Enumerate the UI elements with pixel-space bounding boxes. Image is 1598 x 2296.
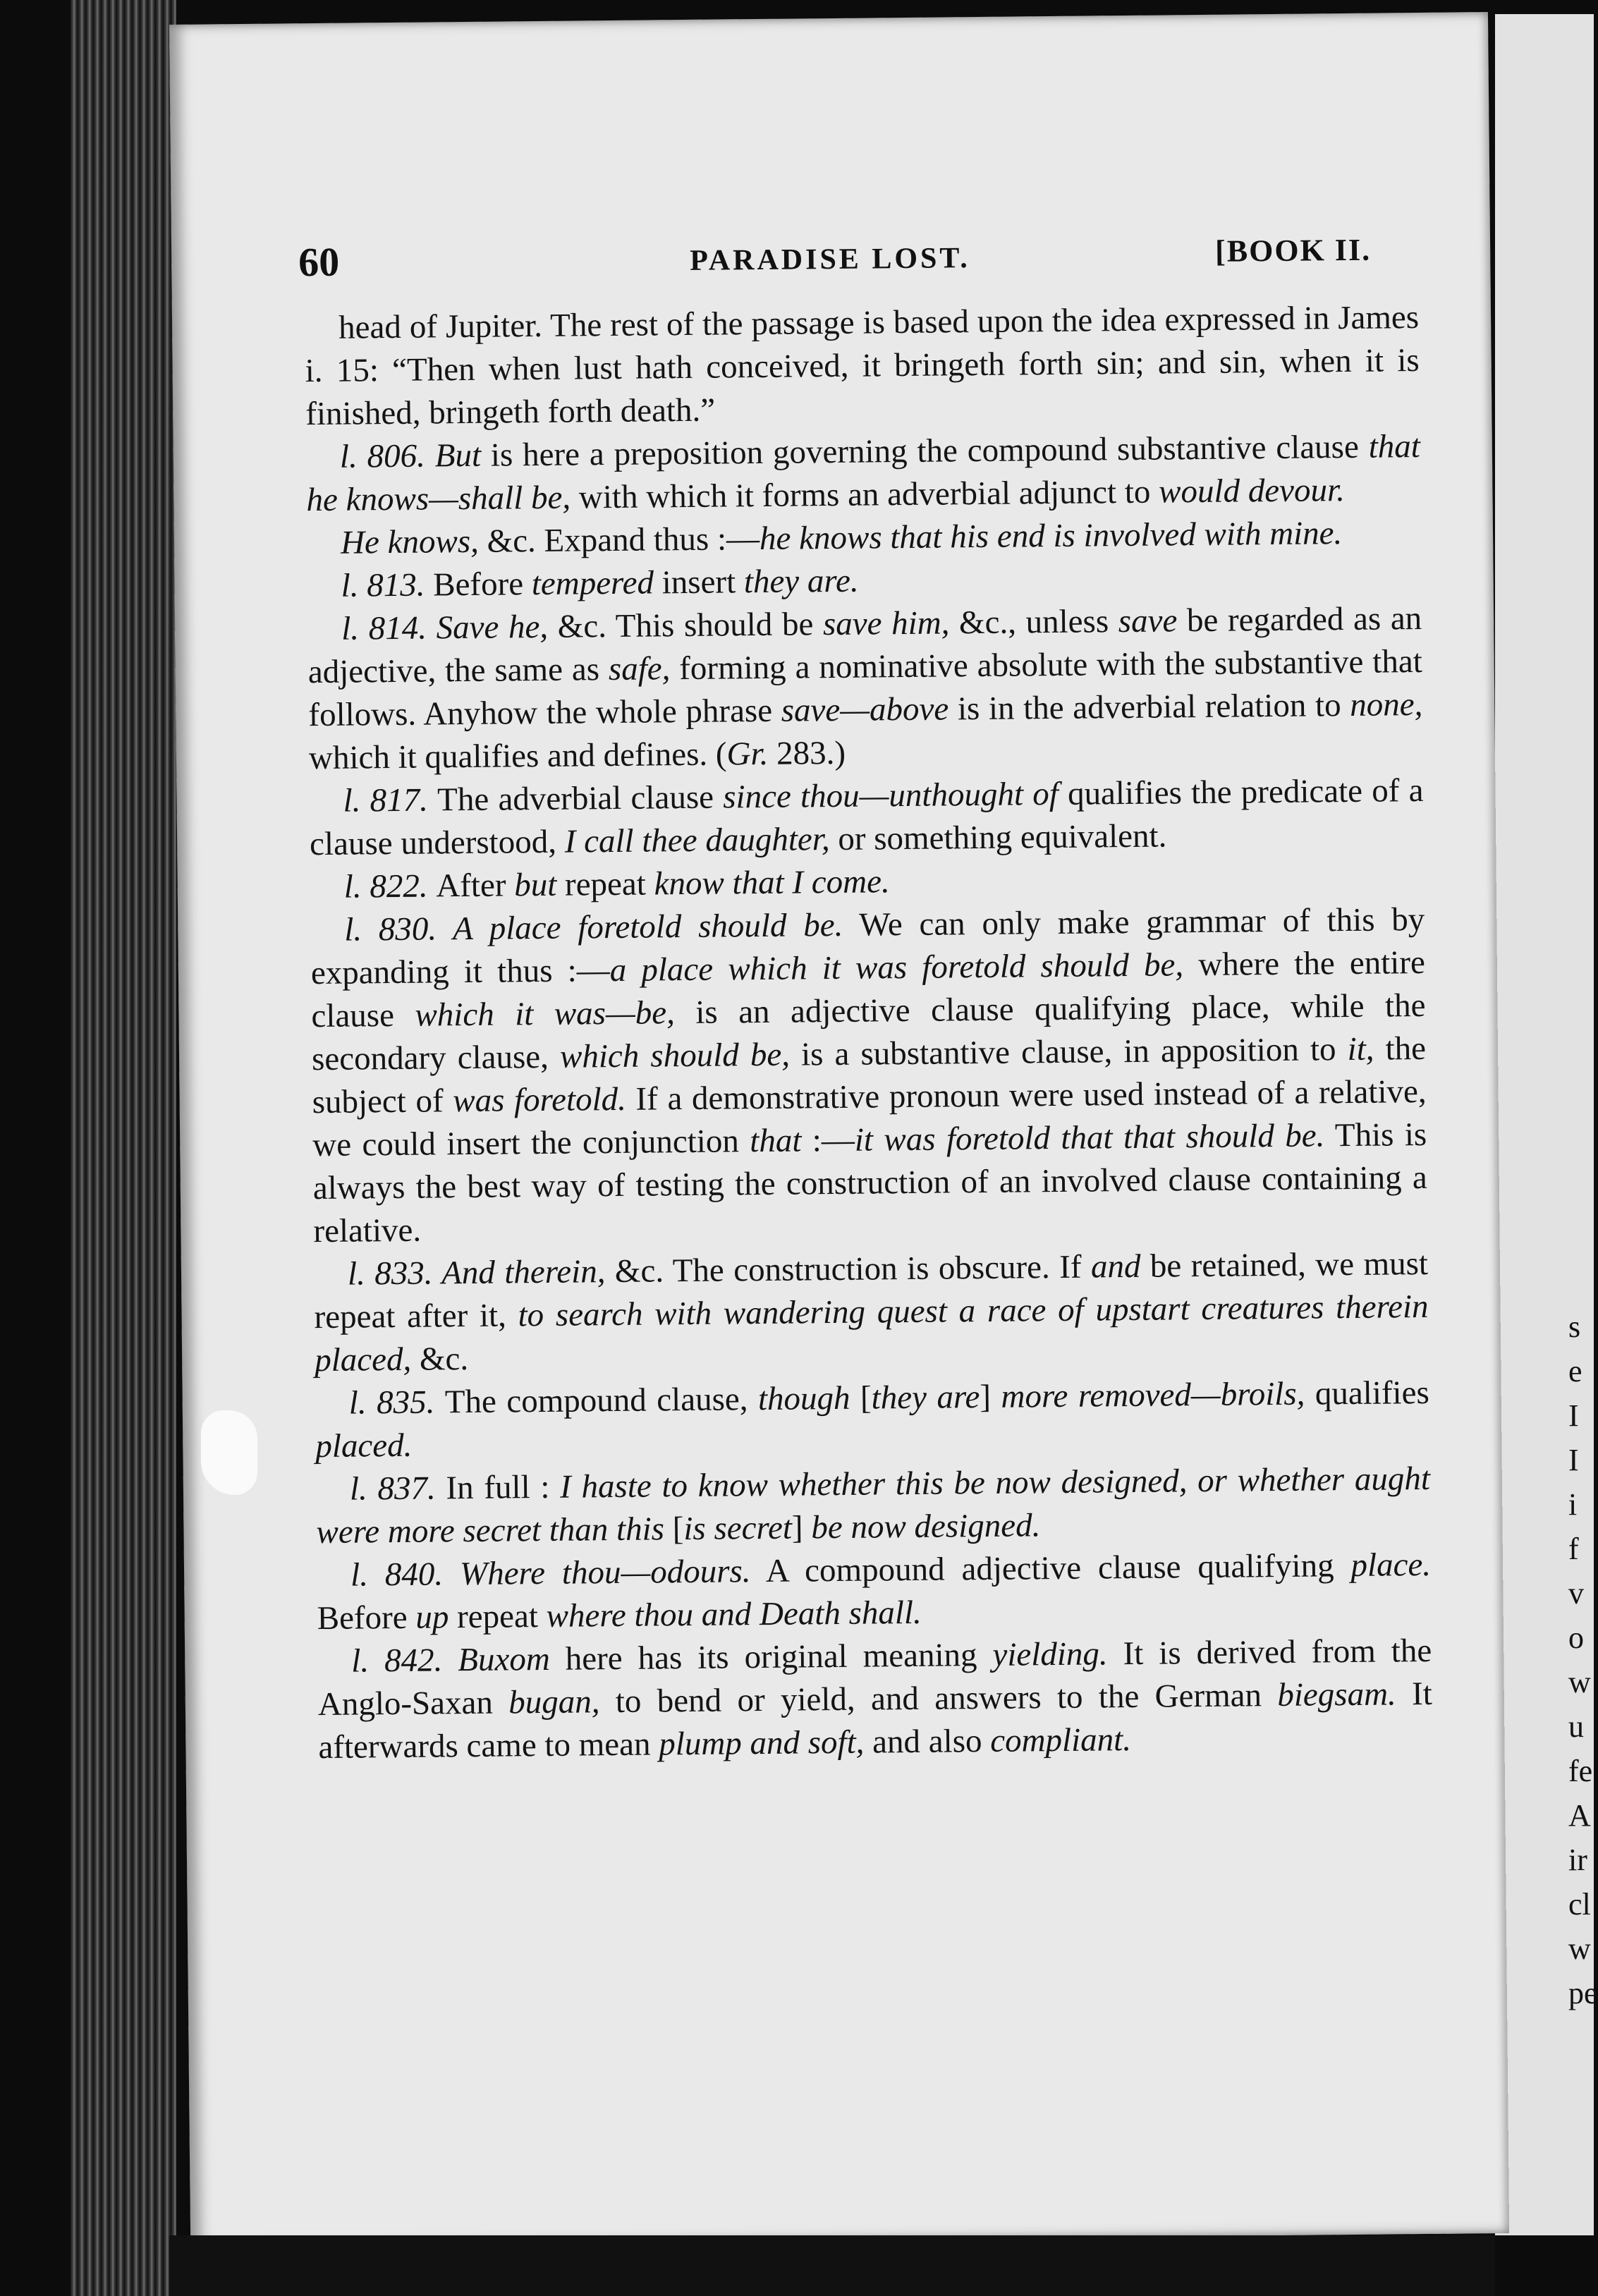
italic-text-run: and [1090,1247,1141,1286]
italic-text-run: plump and soft, [659,1723,865,1763]
text-run: is in the adverbial relation to [949,686,1350,728]
text-run: or something equivalent. [829,817,1167,858]
text-run: &c. This should be [547,606,824,645]
text-run: ] [791,1509,812,1546]
italic-text-run: up [415,1599,449,1636]
text-run: The compound clause, [444,1381,759,1421]
text-run: Before [432,566,532,604]
italic-text-run: l. 813. [341,566,434,604]
page-bottom-shadow [169,2235,1495,2296]
italic-text-run: know that I come. [654,863,890,903]
adjacent-page-letter: A [1568,1798,1591,1833]
adjacent-page-letter: u [1568,1709,1584,1744]
italic-text-run: l. 830. [344,910,453,948]
text-run: [ [664,1510,684,1548]
italic-text-run: they are [871,1379,980,1417]
adjacent-page-letter: e [1568,1354,1582,1388]
text-run: here has its original meaning [549,1636,993,1678]
line-note-paragraph [306,425,1421,522]
text-run: The adverbial clause [437,778,724,819]
italic-text-run: compliant. [989,1721,1132,1759]
italic-text-run: He knows, [340,523,480,561]
italic-text-run: Where thou—odours. [459,1553,751,1593]
italic-text-run: l. 817. [343,781,438,819]
line-note-paragraph [317,1630,1433,1769]
text-run: with which it forms an adverbial adjunct to [570,473,1159,516]
adjacent-page-letter: cl [1568,1887,1591,1922]
text-run: We can only make grammar of this by expanding it thus :— [310,900,1425,992]
italic-text-run: he knows that his end is involved with mine. [759,515,1343,557]
text-run: In full : [446,1468,561,1507]
text-run: repeat [556,865,654,903]
italic-text-run: that he knows—shall be, [306,428,1421,519]
text-run: &c., unless [949,603,1119,642]
italic-text-run: safe, [608,650,671,688]
text-run: forming a nominative absolute with the substantive that follows. Anyhow the whole phrase [308,642,1423,734]
italic-text-run: l. 840. [350,1556,461,1594]
text-run: is here a preposition governing the compound substantive clause [480,428,1369,474]
text-run: insert [653,563,745,602]
italic-text-run: Save he, [436,608,549,647]
italic-text-run: But [434,436,482,475]
line-note-paragraph [314,1242,1429,1382]
italic-text-run: it, [1347,1030,1374,1068]
adjacent-page-letter: o [1568,1620,1584,1655]
running-title: PARADISE LOST. [690,242,970,277]
italic-text-run: A place foretold should be. [452,906,843,948]
italic-text-run: where thou and Death shall. [546,1594,922,1635]
italic-text-run: l. 835. [348,1384,446,1422]
text-run: A compound adjective clause qualifying [750,1547,1351,1590]
book-page [169,12,1509,2246]
book-section-label: [BOOK II. [1214,232,1372,269]
italic-text-run: which it was—be, [415,994,676,1034]
line-note-paragraph [307,597,1423,780]
text-run: &c. Expand thus :— [478,520,760,560]
text-run: Before [317,1599,416,1637]
italic-text-run: though [757,1379,850,1418]
adjacent-page-letter: s [1568,1309,1581,1344]
italic-text-run: save [1118,602,1178,640]
italic-text-run: And therein, [441,1253,606,1292]
line-note-paragraph [316,1458,1431,1554]
line-note-paragraph [310,898,1428,1253]
annotation-text-body [305,296,1433,1769]
italic-text-run: is secret [683,1509,793,1548]
adjacent-page-letter: ir [1568,1843,1587,1877]
text-run: 283.) [768,734,846,772]
italic-text-run: place. [1350,1546,1432,1584]
continued-paragraph [305,296,1420,436]
italic-text-run: I call thee daughter, [564,821,830,860]
adjacent-page-letter: I [1568,1443,1579,1477]
text-run: &c. [410,1341,469,1378]
italic-text-run: a place which it was foretold should be, [609,946,1184,989]
text-run: be retained, we must repeat after it, [314,1245,1429,1336]
italic-text-run: it was foretold that that should be. [854,1117,1325,1159]
italic-text-run: since thou—unthought of [722,775,1059,816]
italic-text-run: they are. [743,562,859,601]
text-run: is a substantive clause, in apposition to [789,1031,1348,1073]
italic-text-run: biegsam. [1277,1675,1397,1714]
italic-text-run: would devour. [1158,472,1346,511]
italic-text-run: that [750,1122,802,1160]
italic-text-run: l. 806. [339,437,435,475]
adjacent-page-letter: I [1568,1398,1579,1433]
adjacent-page-letter: w [1568,1931,1591,1966]
line-note-paragraph [317,1544,1432,1640]
text-run: qualifies [1305,1374,1429,1412]
line-note-paragraph [315,1372,1429,1468]
text-run: the subject of [312,1030,1427,1121]
page-number: 60 [298,238,340,286]
text-run: It is derived from the Anglo-Saxan [317,1632,1432,1723]
text-run: and also [864,1722,991,1761]
adjacent-page-letter: fe [1568,1754,1593,1788]
text-run: If a demonstrative pronoun were used instead of a relative, we could insert the conjunction [312,1073,1427,1164]
italic-text-run: be now designed. [811,1507,1041,1546]
text-run: which it qualifies and defines. ( [308,735,727,777]
text-run: repeat [449,1597,547,1636]
italic-text-run: Gr. [726,735,769,773]
text-run: qualifies the predicate of a clause understood, [309,771,1424,863]
text-run: [ [850,1379,872,1417]
text-run: to bend or yield, and answers to the German [599,1677,1278,1721]
italic-text-run: l. 814. [341,609,437,647]
italic-text-run: tempered [531,564,654,603]
adjacent-page-letter: f [1568,1532,1579,1566]
italic-text-run: I haste to know whether this be now designed, or whether aught were more secret than this [316,1460,1431,1551]
adjacent-page-strip [1495,14,1598,2235]
italic-text-run: which should be, [559,1036,791,1075]
italic-text-run: save him, [822,604,950,643]
italic-text-run: more removed—broils, [1001,1375,1305,1415]
text-run: It afterwards came to mean [318,1675,1433,1766]
paper-blemish [201,1410,257,1495]
italic-text-run: l. 833. [347,1254,442,1293]
italic-text-run: none, [1349,685,1423,723]
adjacent-page-letter: pe [1568,1976,1598,2010]
text-run: is an adjective clause qualifying place, while the secondary clause, [311,987,1426,1078]
italic-text-run: but [513,866,557,904]
italic-text-run: bugan, [508,1683,600,1721]
italic-text-run: Buxom [458,1640,551,1679]
italic-text-run: yielding. [992,1635,1108,1673]
text-run: :— [801,1121,855,1159]
text-run: This is always the best way of testing the construction of an involved clause containing a relative. [312,1116,1428,1250]
italic-text-run: l. 842. [351,1642,458,1680]
italic-text-run: to search with wandering quest a race of upstart creatures therein placed, [314,1288,1429,1379]
line-note-paragraph [309,769,1424,866]
italic-text-run: was foretold. [452,1080,627,1120]
adjacent-page-letter: w [1568,1665,1591,1699]
italic-text-run: placed. [315,1427,413,1465]
text-run: &c. The construction is obscure. If [605,1248,1092,1290]
text-run: head of Jupiter. The rest of the passage is based upon the idea expressed in James i. 15: “Then when lust hath conceived, it bringeth forth sin; and sin, when it is finished, bringeth forth death.” [305,299,1420,433]
adjacent-page-letter: v [1568,1576,1584,1611]
italic-text-run: l. 822. [343,867,437,905]
text-run: After [436,867,515,905]
text-run: where the entire clause [311,944,1426,1035]
book-page-edges [71,0,176,2296]
adjacent-page-letter: i [1568,1487,1578,1522]
text-run: be regarded as an adjective, the same as [307,599,1422,691]
text-run: ] [980,1378,1001,1416]
italic-text-run: save—above [781,690,949,729]
italic-text-run: l. 837. [349,1470,446,1508]
